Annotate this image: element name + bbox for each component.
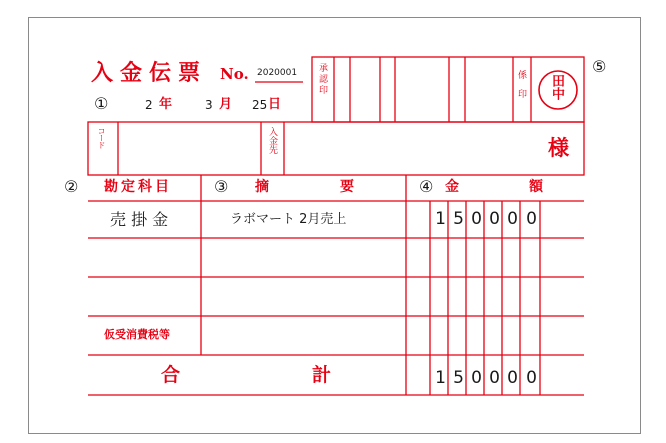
approval-box bbox=[312, 57, 584, 122]
header-description-2: 要 bbox=[340, 179, 354, 195]
marker-4: ④ bbox=[419, 177, 434, 196]
honorific-sama: 様 bbox=[548, 135, 569, 160]
total-label-1: 合 bbox=[161, 364, 181, 386]
header-amount-1: 金 bbox=[445, 179, 459, 195]
slip-title: 入金伝票 bbox=[91, 60, 208, 86]
marker-1: ① bbox=[94, 94, 109, 113]
row-1-digit: 5 bbox=[453, 209, 464, 229]
payer-label: 入金先 bbox=[267, 127, 277, 154]
row-1-digit: 0 bbox=[489, 209, 500, 229]
header-amount-2: 額 bbox=[529, 179, 543, 195]
row-1-description: ラボマート 2月売上 bbox=[230, 212, 347, 227]
approval-seal-label: 承認印 bbox=[317, 63, 327, 96]
marker-2: ② bbox=[64, 177, 79, 196]
date-day-unit: 日 bbox=[268, 97, 282, 112]
total-label-2: 計 bbox=[312, 364, 332, 386]
date-day: 25 bbox=[252, 98, 268, 112]
date-year: 2 bbox=[145, 98, 153, 112]
code-label: コード bbox=[97, 127, 106, 148]
total-digit: 0 bbox=[489, 368, 500, 388]
row-4-account: 仮受消費税等 bbox=[104, 328, 170, 341]
row-1-digit: 0 bbox=[471, 209, 482, 229]
row-1-account: 売 掛 金 bbox=[110, 210, 169, 229]
total-digit: 0 bbox=[507, 368, 518, 388]
total-digit: 0 bbox=[526, 368, 537, 388]
date-month: 3 bbox=[205, 98, 213, 112]
row-1-digit: 0 bbox=[507, 209, 518, 229]
total-digit: 1 bbox=[435, 368, 446, 388]
row-1-digit: 0 bbox=[526, 209, 537, 229]
total-digit: 5 bbox=[453, 368, 464, 388]
marker-5: ⑤ bbox=[592, 57, 607, 76]
marker-3: ③ bbox=[214, 177, 229, 196]
date-month-unit: 月 bbox=[219, 97, 233, 112]
payer-box bbox=[88, 122, 584, 175]
header-account: 勘定科目 bbox=[104, 179, 172, 195]
number-label: No. bbox=[220, 65, 249, 83]
total-digit: 0 bbox=[471, 368, 482, 388]
date-year-unit: 年 bbox=[159, 97, 173, 112]
row-1-digit: 1 bbox=[435, 209, 446, 229]
seal-stamp: 田中 bbox=[549, 74, 564, 100]
header-description-1: 摘 bbox=[255, 179, 269, 195]
slip-number: 2020001 bbox=[257, 68, 298, 78]
clerk-seal-label: 係印 bbox=[516, 70, 526, 108]
